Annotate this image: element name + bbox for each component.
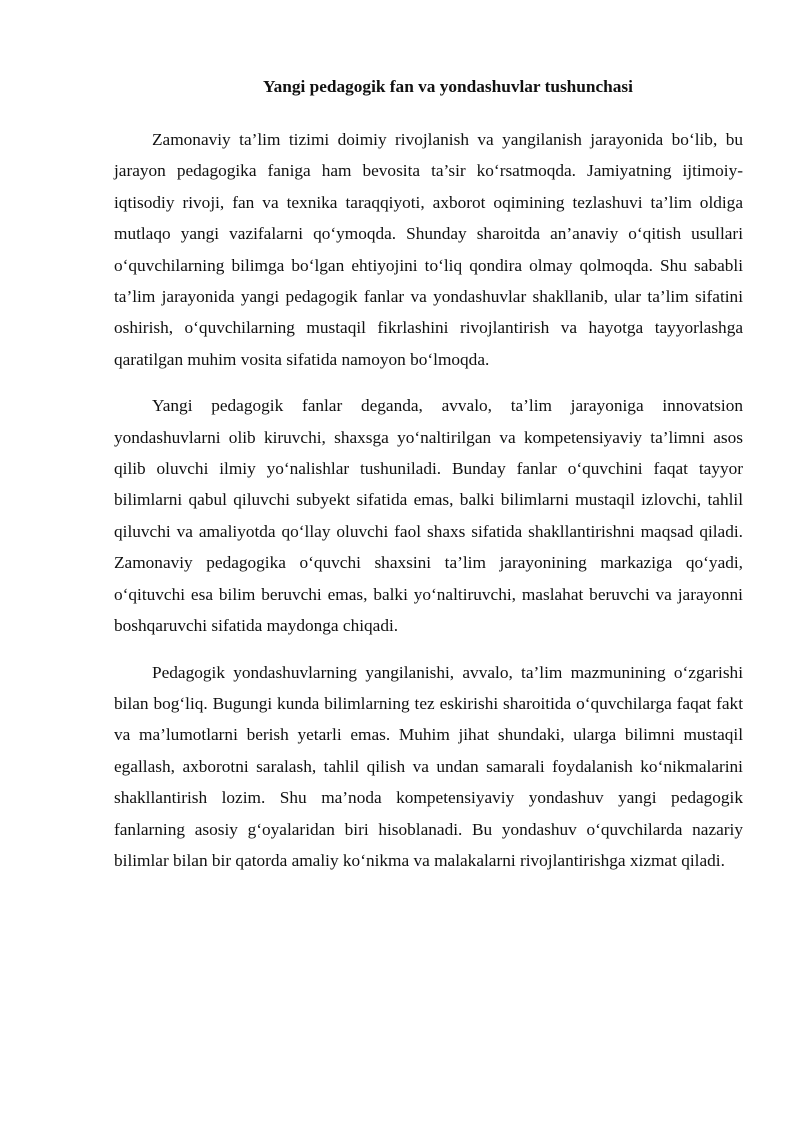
paragraph-1: Zamonaviy ta’lim tizimi doimiy rivojlanish va yangilanish jarayonida bo‘lib, bu jarayon pedagogika faniga ham bevosita ta’sir ko‘rsatmoqda. Jamiyatning ijtimoiy-iqtisodiy rivoji, fan va texnika taraqqiyoti, axborot oqimining tezlashuvi ta’lim oldiga mutlaqo yangi vazifalarni qo‘ymoqda. Shunday sharoitda an’anaviy o‘qitish usullari o‘quvchilarning bilimga bo‘lgan ehtiyojini to‘liq qondira olmay qolmoqda. Shu sababli ta’lim jarayonida yangi pedagogik fanlar va yondashuvlar shakllanib, ular ta’lim sifatini oshirish, o‘quvchilarning mustaqil fikrlashini rivojlantirish va hayotga tayyorlashga qaratilgan muhim vosita sifatida namoyon bo‘lmoqda. <box>114 130 743 369</box>
document-body <box>114 124 743 891</box>
document-title: Yangi pedagogik fan va yondashuvlar tushunchasi <box>263 77 633 96</box>
paragraph-2: Yangi pedagogik fanlar deganda, avvalo, ta’lim jarayoniga innovatsion yondashuvlarni olib kiruvchi, shaxsga yo‘naltirilgan va kompetensiyaviy ta’limni asos qilib oluvchi ilmiy yo‘nalishlar tushuniladi. Bunday fanlar o‘quvchini faqat tayyor bilimlarni qabul qiluvchi subyekt sifatida emas, balki bilimlarni mustaqil izlovchi, tahlil qiluvchi va amaliyotda qo‘llay oluvchi faol shaxs sifatida shakllantirishni maqsad qiladi. Zamonaviy pedagogika o‘quvchi shaxsini ta’lim jarayonining markaziga qo‘yadi, o‘qituvchi esa bilim beruvchi emas, balki yo‘naltiruvchi, maslahat beruvchi va jarayonni boshqaruvchi sifatida maydonga chiqadi. <box>114 396 743 636</box>
paragraph-3: Pedagogik yondashuvlarning yangilanishi, avvalo, ta’lim mazmunining o‘zgarishi bilan bog‘liq. Bugungi kunda bilimlarning tez eskirishi sharoitida o‘quvchilarga faqat fakt va ma’lumotlarni berish yetarli emas. Muhim jihat shundaki, ularga bilimni mustaqil egallash, axborotni saralash, tahlil qilish va undan samarali foydalanish ko‘nikmalarini shakllantirish lozim. Shu ma’noda kompetensiyaviy yondashuv yangi pedagogik fanlarning asosiy g‘oyalaridan biri hisoblanadi. Bu yondashuv o‘quvchilarda nazariy bilimlar bilan bir qatorda amaliy ko‘nikma va malakalarni rivojlantirishga xizmat qiladi. <box>114 662 743 870</box>
